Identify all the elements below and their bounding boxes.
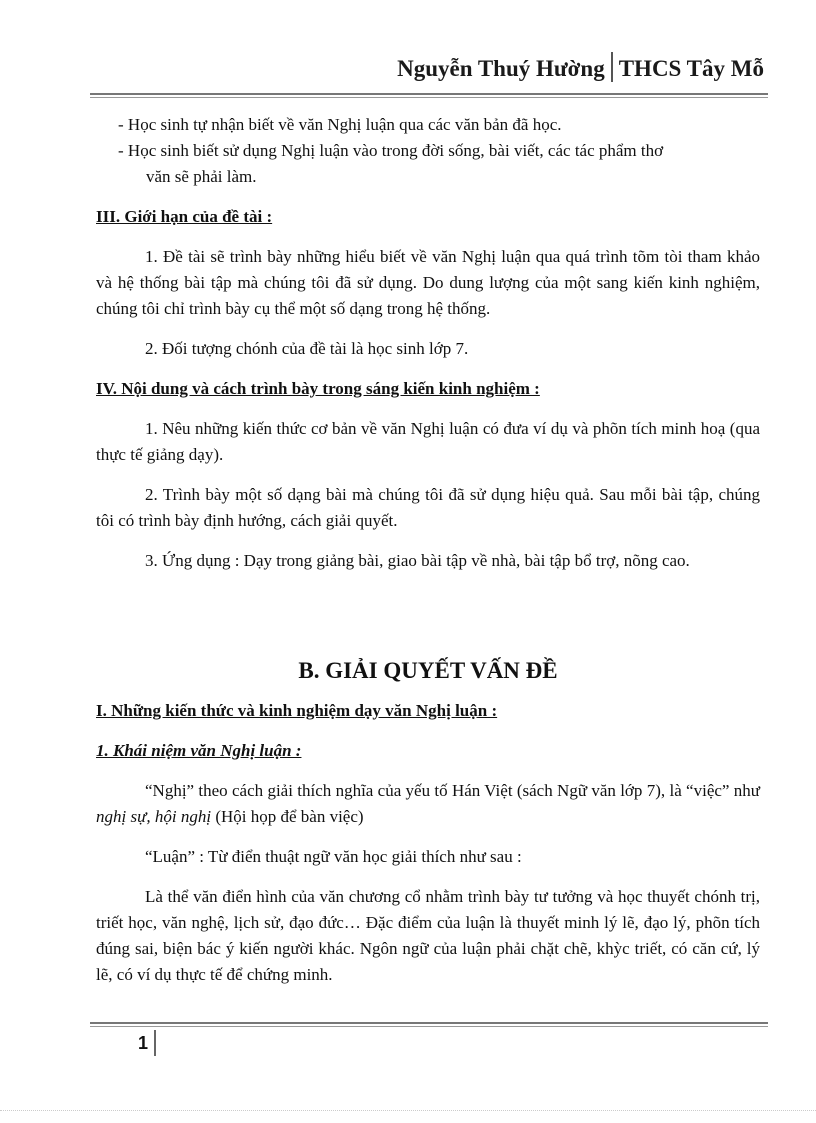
- section-4-heading: IV. Nội dung và cách trình bày trong sáng kiến kinh nghiệm :: [96, 379, 540, 398]
- section-3-paragraph-1: 1. Đề tài sẽ trình bày những hiểu biết về văn Nghị luận qua quá trình tõm tòi tham khảo và hệ thống bài tập mà chúng tôi đã sử dụng. Do dung lượng của một sang kiến kinh nghiệm, chúng tôi chỉ trình bày cụ thể một số dạng trong hệ thống.: [96, 247, 760, 318]
- page-number: 1: [138, 1033, 149, 1053]
- part-b-section-1-heading: I. Những kiến thức và kinh nghiệm dạy văn Nghị luận :: [96, 701, 498, 720]
- document-body: [96, 112, 760, 988]
- header-school: THCS Tây Mỗ: [618, 56, 764, 81]
- paragraph-nghi-italic: nghị sự, hội nghị: [96, 807, 212, 826]
- section-4-paragraph-3: 3. Ứng dụng : Dạy trong giảng bài, giao bài tập về nhà, bài tập bổ trợ, nõng cao.: [145, 551, 690, 570]
- bullet-2-line-1: - Học sinh biết sử dụng Nghị luận vào trong đời sống, bài viết, các tác phẩm thơ: [118, 141, 664, 160]
- footer-separator: [154, 1030, 156, 1056]
- page-header: [397, 52, 764, 82]
- part-b-subheading: 1. Khái niệm văn Nghị luận :: [96, 741, 302, 760]
- header-author: Nguyễn Thuý Hường: [397, 56, 605, 81]
- header-rule-thin: [90, 97, 768, 98]
- page-bottom-dotted-line: [0, 1110, 816, 1111]
- paragraph-nghi-text-b: (Hội họp để bàn việc): [211, 807, 364, 826]
- section-3-heading: III. Giới hạn của đề tài :: [96, 207, 273, 226]
- paragraph-nghi-text-a: “Nghị” theo cách giải thích nghĩa của yếu tố Hán Việt (sách Ngữ văn lớp 7), là “việc” như: [145, 781, 760, 800]
- bullet-2-line-2: văn sẽ phải làm.: [146, 167, 257, 186]
- footer-rule-thick: [90, 1022, 768, 1024]
- paragraph-nghi: [96, 778, 760, 830]
- section-4-paragraph-1: 1. Nêu những kiến thức cơ bản về văn Nghị luận có đưa ví dụ và phõn tích minh hoạ (qua thực tế giảng dạy).: [96, 419, 760, 464]
- part-b-title: B. GIẢI QUYẾT VẤN ĐỀ: [298, 658, 558, 683]
- header-rule-thick: [90, 93, 768, 95]
- bullet-1: - Học sinh tự nhận biết về văn Nghị luận qua các văn bản đã học.: [118, 115, 562, 134]
- paragraph-luan: “Luận” : Từ điển thuật ngữ văn học giải thích như sau :: [145, 847, 522, 866]
- section-3-paragraph-2: 2. Đối tượng chónh của đề tài là học sinh lớp 7.: [145, 339, 469, 358]
- footer-rule-thin: [90, 1026, 768, 1027]
- page-footer: [138, 1030, 156, 1056]
- bullet-2: [96, 138, 760, 190]
- section-4-paragraph-2: 2. Trình bày một số dạng bài mà chúng tôi đã sử dụng hiệu quả. Sau mỗi bài tập, chúng tôi có trình bày định hướng, cách giải quyết.: [96, 485, 760, 530]
- paragraph-definition: Là thể văn điển hình của văn chương cổ nhằm trình bày tư tưởng và học thuyết chónh trị, triết học, văn nghệ, lịch sử, đạo đức… Đặc điểm của luận là thuyết minh lý lẽ, đạo lý, phõn tích đúng sai, biện bác ý kiến người khác. Ngôn ngữ của luận phải chặt chẽ, khỳc triết, có căn cứ, lý lẽ, có ví dụ thực tế để chứng minh.: [96, 887, 760, 984]
- header-separator: [611, 52, 613, 82]
